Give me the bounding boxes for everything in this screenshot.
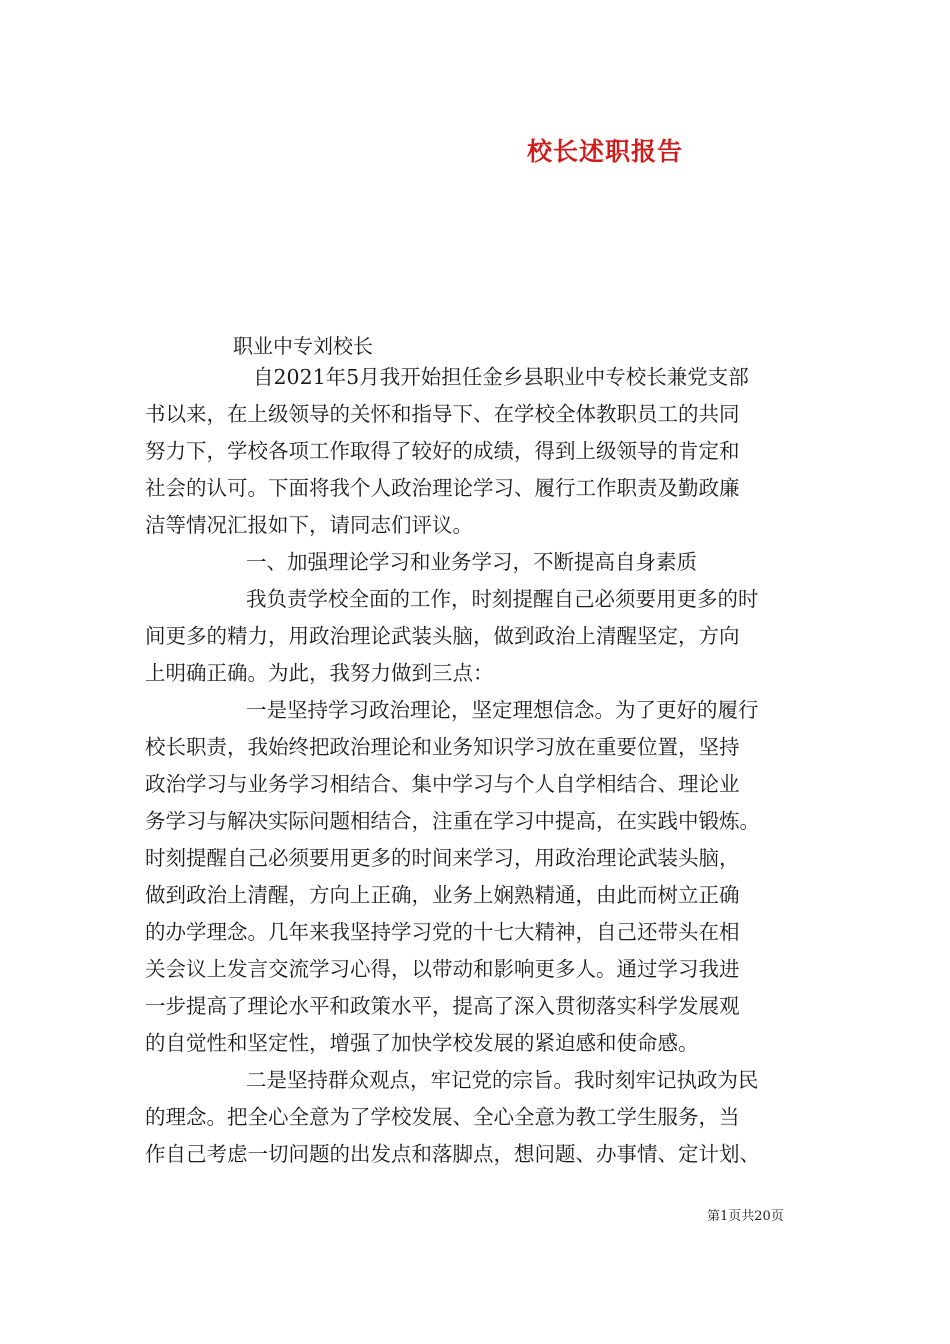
- body-line-13: 务学习与解决实际问题相结合，注重在学习中提高，在实践中锻炼。: [145, 809, 760, 833]
- body-line-18: 一步提高了理论水平和政策水平，提高了深入贯彻落实科学发展观: [145, 994, 740, 1018]
- body-line-2: 书以来，在上级领导的关怀和指导下、在学校全体教职员工的共同: [145, 402, 740, 426]
- body-line-11: 校长职责，我始终把政治理论和业务知识学习放在重要位置，坚持: [145, 735, 740, 759]
- body-line-4: 社会的认可。下面将我个人政治理论学习、履行工作职责及勤政廉: [145, 476, 740, 500]
- body-line-8: 间更多的精力，用政治理论武装头脑，做到政治上清醒坚定，方向: [145, 624, 740, 648]
- body-line-21: 的理念。把全心全意为了学校发展、全心全意为教工学生服务，当: [145, 1105, 740, 1129]
- body-line-20: 二是坚持群众观点，牢记党的宗旨。我时刻牢记执政为民: [246, 1068, 759, 1092]
- body-line-15: 做到政治上清醒，方向上正确，业务上娴熟精通，由此而树立正确: [145, 883, 740, 907]
- section-heading-1: 一、加强理论学习和业务学习，不断提高自身素质: [246, 550, 697, 574]
- body-line-1: 自2021年5月我开始担任金乡县职业中专校长兼党支部: [253, 365, 749, 389]
- body-line-16: 的办学理念。几年来我坚持学习党的十七大精神，自己还带头在相: [145, 920, 740, 944]
- body-line-12: 政治学习与业务学习相结合、集中学习与个人自学相结合、理论业: [145, 772, 740, 796]
- body-line-17: 关会议上发言交流学习心得，以带动和影响更多人。通过学习我进: [145, 957, 740, 981]
- author-line: 职业中专刘校长: [233, 334, 373, 358]
- body-line-9: 上明确正确。为此，我努力做到三点：: [145, 661, 494, 685]
- body-line-10: 一是坚持学习政治理论，坚定理想信念。为了更好的履行: [246, 698, 759, 722]
- page-number-footer: 第1页共20页: [707, 1209, 784, 1224]
- document-title: 校长述职报告: [527, 137, 684, 166]
- body-line-7: 我负责学校全面的工作，时刻提醒自己必须要用更多的时: [246, 587, 759, 611]
- body-line-22: 作自己考虑一切问题的出发点和落脚点，想问题、办事情、定计划、: [145, 1142, 760, 1166]
- body-line-19: 的自觉性和坚定性，增强了加快学校发展的紧迫感和使命感。: [145, 1031, 699, 1055]
- body-line-14: 时刻提醒自己必须要用更多的时间来学习，用政治理论武装头脑，: [145, 846, 740, 870]
- body-line-3: 努力下，学校各项工作取得了较好的成绩，得到上级领导的肯定和: [145, 439, 740, 463]
- body-line-5: 洁等情况汇报如下，请同志们评议。: [145, 513, 473, 537]
